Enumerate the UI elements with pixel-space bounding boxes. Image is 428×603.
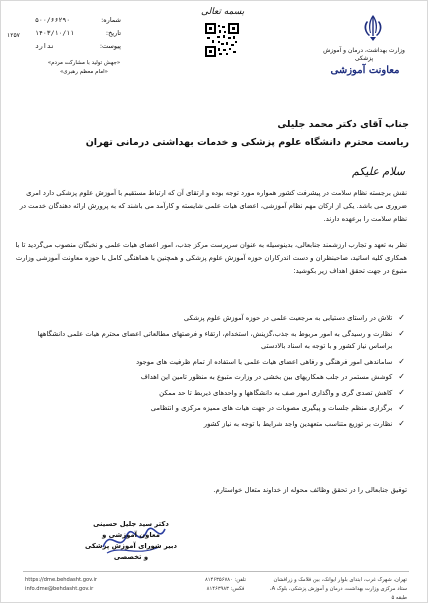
signature-block: [85, 519, 177, 563]
check-icon: ✓: [398, 372, 405, 381]
letter-metadata: [35, 14, 121, 53]
phone-number: تلفن: ۸۱۴۶۳۵۶۷۸۰: [204, 577, 246, 583]
footer-phones: [183, 576, 268, 594]
address-line-1: تهران، شهرک غرب، ابتدای بلوار ایوانک، بین فلامک و زرافشان: [273, 577, 407, 583]
slogan-line-2: «امام معظم رهبری»: [59, 69, 109, 75]
number-label: شماره:: [101, 16, 121, 24]
check-icon: ✓: [398, 313, 405, 322]
list-item: ✓ ساماندهی امور فرهنگی و رفاهی اعضای هیات علمی با استفاده از تمام ظرفیت های موجود: [17, 356, 405, 369]
recipient-title: ریاست محترم دانشگاه علوم پزشکی و خدمات بهداشتی درمانی تهران: [85, 137, 409, 148]
intro-paragraph: نقش برجسته نظام سلامت در پیشرفت کشور همواره مورد توجه بوده و ارتقای آن که ارتباط مستقیم با آموزش علوم پزشکی دارد امری ضروری می باشد. یکی از ارکان مهم نظام آموزشی، اعضای هیات علمی شایسته و کارآمد می باشند که به پرورش ارائه دهندگان خدمت در نظام سلامت را برعهده دارند.: [19, 189, 407, 223]
fax-number: فکس: ۸۱۴۶۳۹۸۳: [206, 586, 245, 592]
list-item: ✓ نظارت و رسیدگی به امور مربوط به جذب،گزینش، استخدام، ارتقاء و فرصتهای مطالعاتی اعضای محترم هیات علمی دانشگاهها براساس نیاز کشور و با توجه به اسناد بالادستی: [17, 328, 405, 353]
website-link[interactable]: https://dme.behdasht.gov.ir: [25, 577, 98, 583]
list-item: ✓ کاهش تصدی گری و واگذاری امور صف به دانشگاهها و واحدهای ذیربط تا حد ممکن: [17, 387, 405, 400]
date-label: تاریخ:: [105, 29, 121, 37]
attachment-label: پیوست:: [99, 42, 121, 50]
check-icon: ✓: [398, 356, 405, 366]
footer-contacts: [25, 576, 135, 594]
qr-code-icon: [205, 23, 239, 57]
slogan-line-1: «جهش تولید با مشارکت مردم»: [47, 60, 121, 66]
iran-emblem-icon: [356, 11, 390, 45]
signer-title-2: دبیر شورای آموزش پزشکی و تخصصی: [85, 542, 177, 561]
check-icon: ✓: [398, 403, 405, 412]
signer-title-1: معاون آموزشی و: [102, 531, 160, 539]
list-item: ✓ کوشش مستمر در جلب همکاریهای بین بخشی در وزارت متبوع به منظور تامین این اهداف: [17, 371, 405, 384]
list-item: ✓ تلاش در راستای دستیابی به مرجعیت علمی در حوزه آموزش علوم پزشکی: [17, 312, 405, 325]
address-line-2: ستاد مرکزی وزارت بهداشت، درمان و آموزش پزشکی، بلوک A، طبقه ۵: [269, 586, 407, 601]
deputy-name: معاونت آموزشی: [330, 65, 400, 76]
slogan: [35, 59, 133, 77]
list-item: ✓ برگزاری منظم جلسات و پیگیری مصوبات در جهت هیات های ممیزه مرکزی و انتظامی: [17, 402, 405, 415]
check-icon: ✓: [398, 418, 405, 428]
list-item: ✓ نظارت بر توزیع متناسب متعهدین واجد شرایط با توجه به نیاز کشور: [17, 418, 405, 431]
greeting: سلام علیکم: [351, 165, 405, 178]
number-value: ۵۰۰/۶۶۲۹۰: [35, 16, 71, 24]
appointment-paragraph: نظر به تعهد و تجارب ارزشمند جنابعالی، بدینوسیله به عنوان سرپرست مرکز جذب، امور اعضای هیات علمی و نخبگان منصوب می‌گردید تا با همکاری کلیه اساتید، صاحبنظران و دست اندرکاران حوزه آموزش علوم پزشکی و همچنین با هماهنگی کامل با حوزه معاونت آموزشی وزارت متبوع در جهت تحقق اهداف زیر بکوشید:: [15, 241, 407, 275]
closing-sentence: توفیق جنابعالی را در تحقق وظائف محوله از خداوند متعال خواستارم.: [213, 486, 407, 494]
basmala: بسمه تعالی: [201, 7, 245, 17]
recipient-name: جناب آقای دکتر محمد جلیلی: [277, 119, 409, 130]
attachment-value: ندارد: [35, 42, 55, 50]
letter-footer: [23, 571, 409, 601]
footer-address: [262, 576, 407, 603]
check-icon: ✓: [398, 328, 405, 338]
document-code: ۱۲۵۷: [7, 32, 20, 39]
ministry-name: وزارت بهداشت، درمان و آموزش پزشکی: [323, 47, 405, 62]
check-icon: ✓: [398, 387, 405, 397]
email-link[interactable]: info.dme@behdasht.gov.ir: [25, 586, 94, 592]
signer-name: دکتر سید جلیل حسینی: [93, 520, 169, 528]
date-value: ۱۴۰۳/۱۰/۱۱: [35, 29, 75, 37]
goals-list: [17, 312, 405, 433]
